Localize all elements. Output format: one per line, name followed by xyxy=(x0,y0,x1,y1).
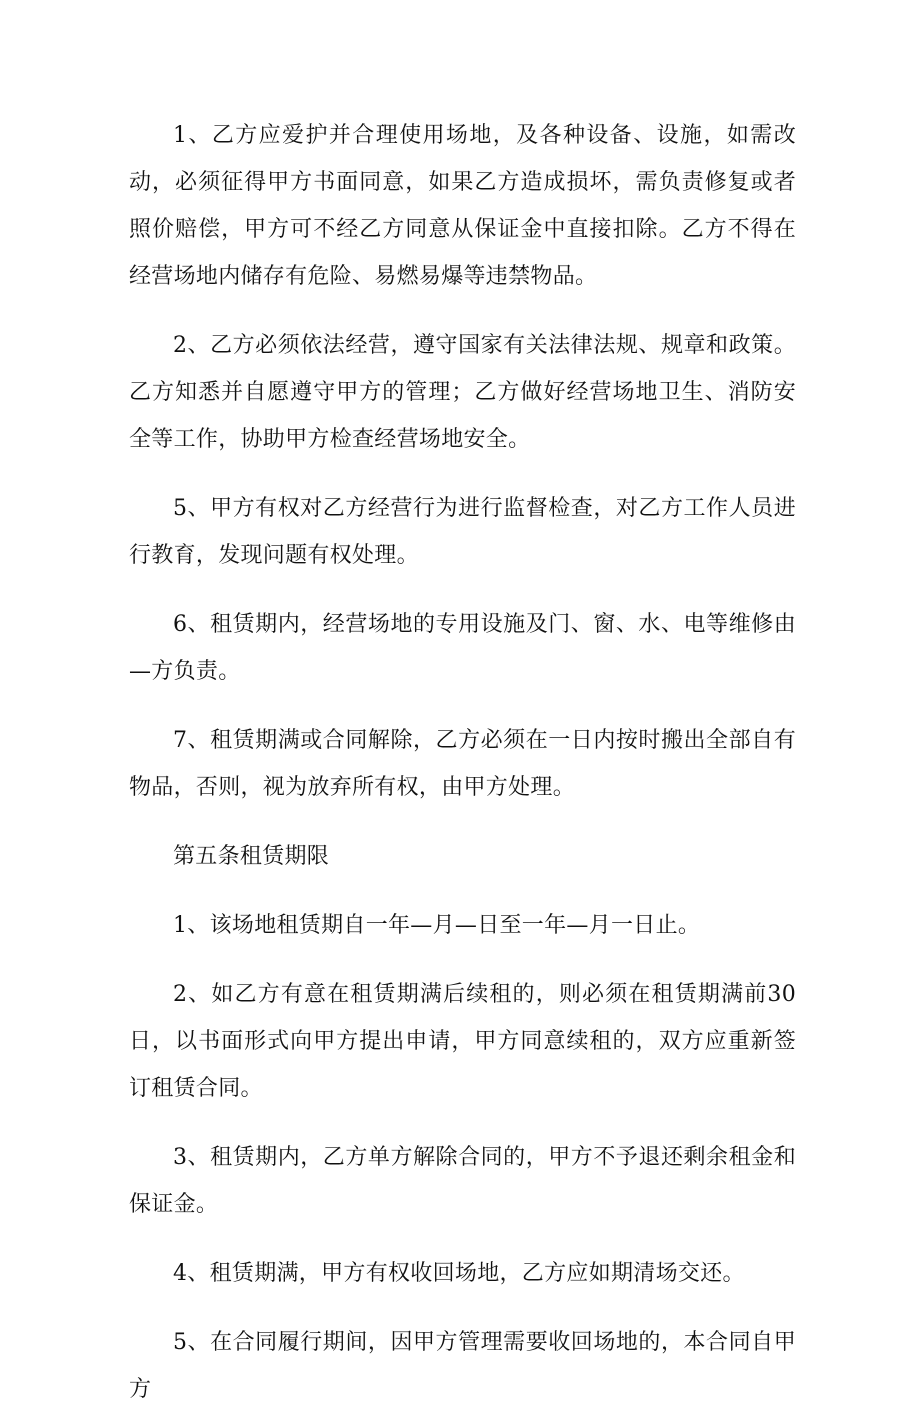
clause-paragraph: 3、租赁期内，乙方单方解除合同的，甲方不予退还剩余租金和保证金。 xyxy=(129,1145,796,1217)
clause-paragraph: 6、租赁期内，经营场地的专用设施及门、窗、水、电等维修由—方负责。 xyxy=(129,612,796,684)
clause-paragraph: 2、如乙方有意在租赁期满后续租的，则必须在租赁期满前30日，以书面形式向甲方提出申请，甲方同意续租的，双方应重新签订租赁合同。 xyxy=(129,982,796,1101)
section-heading: 第五条租赁期限 xyxy=(173,844,330,869)
clause-paragraph: 7、租赁期满或合同解除，乙方必须在一日内按时搬出全部自有物品，否则，视为放弃所有权，由甲方处理。 xyxy=(129,728,796,800)
clause-paragraph: 5、在合同履行期间，因甲方管理需要收回场地的，本合同自甲方 xyxy=(129,1330,796,1402)
clause-paragraph: 1、乙方应爱护并合理使用场地，及各种设备、设施，如需改动，必须征得甲方书面同意，如果乙方造成损坏，需负责修复或者照价赔偿，甲方可不经乙方同意从保证金中直接扣除。乙方不得在经营场地内储存有危险、易燃易爆等违禁物品。 xyxy=(129,123,796,289)
clause-paragraph: 2、乙方必须依法经营，遵守国家有关法律法规、规章和政策。乙方知悉并自愿遵守甲方的管理；乙方做好经营场地卫生、消防安全等工作，协助甲方检查经营场地安全。 xyxy=(129,333,796,452)
clause-paragraph: 5、甲方有权对乙方经营行为进行监督检查，对乙方工作人员进行教育，发现问题有权处理。 xyxy=(129,496,796,568)
clause-paragraph: 4、租赁期满，甲方有权收回场地，乙方应如期清场交还。 xyxy=(173,1261,745,1286)
clause-paragraph: 1、该场地租赁期自一年—月—日至一年—月一日止。 xyxy=(173,913,701,938)
